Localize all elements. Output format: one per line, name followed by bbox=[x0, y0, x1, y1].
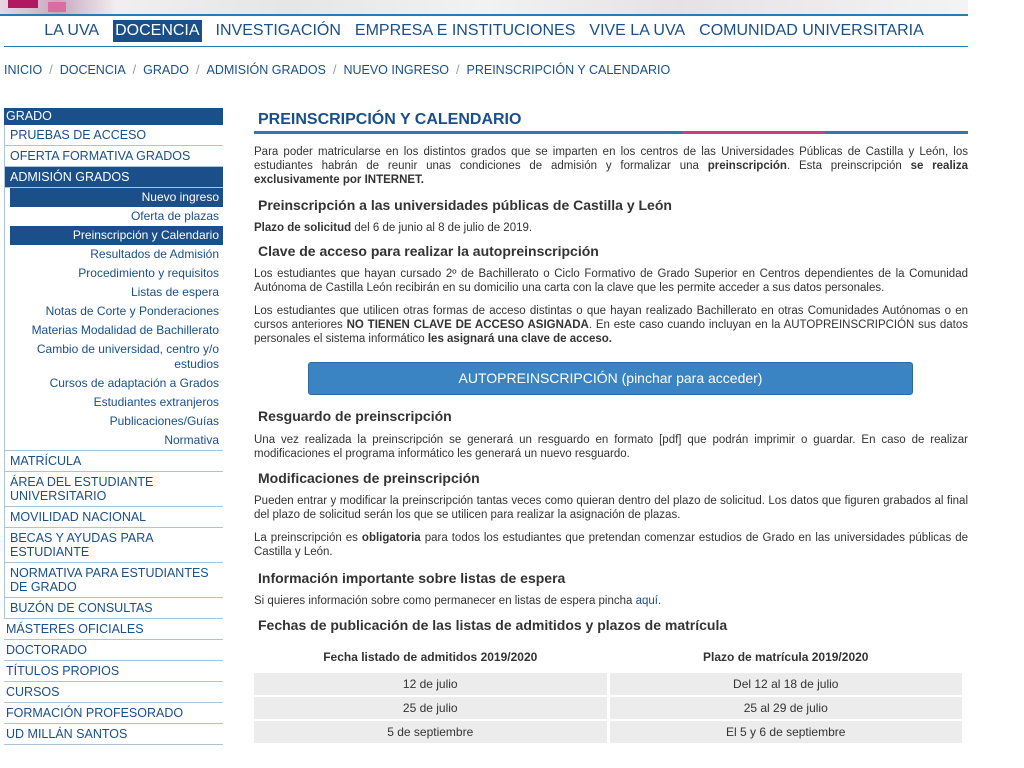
sidebar-subitem-procedimiento[interactable]: Procedimiento y requisitos bbox=[78, 266, 219, 280]
fechas-table bbox=[251, 641, 965, 745]
sidebar-subitem-cursos-adaptacion[interactable]: Cursos de adaptación a Grados bbox=[49, 376, 219, 390]
sidebar-subitem-cambio[interactable]: Cambio de universidad, centro y/o estudios bbox=[36, 342, 219, 371]
nav-item-comunidad[interactable]: COMUNIDAD UNIVERSITARIA bbox=[699, 22, 924, 39]
sidebar-subitem-resultados[interactable]: Resultados de Admisión bbox=[90, 247, 219, 261]
heading-preinscripcion: Preinscripción a las universidades públicas de Castilla y León bbox=[258, 197, 672, 213]
table-cell: 12 de julio bbox=[254, 673, 607, 695]
table-row bbox=[254, 697, 962, 719]
banner-decoration bbox=[48, 2, 66, 12]
breadcrumb-separator: / bbox=[456, 63, 460, 77]
breadcrumb-nuevo-ingreso[interactable]: NUEVO INGRESO bbox=[343, 63, 450, 77]
plazo-paragraph: Plazo de solicitud del 6 de junio al 8 de julio de 2019. bbox=[254, 222, 533, 234]
sidebar-head-grado[interactable]: GRADO bbox=[4, 108, 223, 125]
listas-paragraph: Si quieres información sobre como permanecer en listas de espera pincha aquí. bbox=[254, 595, 662, 607]
heading-fechas: Fechas de publicación de las listas de admitidos y plazos de matrícula bbox=[258, 617, 728, 633]
sidebar-subitem-extranjeros[interactable]: Estudiantes extranjeros bbox=[93, 395, 219, 409]
heading-clave: Clave de acceso para realizar la autopreinscripción bbox=[258, 243, 599, 259]
sidebar-item-matricula[interactable]: MATRÍCULA bbox=[5, 450, 223, 472]
table-header: Plazo de matrícula 2019/2020 bbox=[703, 650, 869, 664]
sidebar-submenu bbox=[5, 188, 223, 450]
sidebar-item-becas[interactable]: BECAS Y AYUDAS PARA ESTUDIANTE bbox=[5, 528, 223, 563]
sidebar-subitem-nuevo-ingreso[interactable]: Nuevo ingreso bbox=[10, 188, 223, 207]
intro-paragraph: Para poder matricularse en los distintos grados que se imparten en los centros de las Universidades Públicas de Castilla y León, los estudiantes habrán de reunir unas condiciones de admisión y formalizar una preinscripción. Esta preinscripción se realiza exclusivamente por INTERNET. bbox=[254, 146, 968, 186]
divider bbox=[0, 14, 968, 16]
table-cell: El 5 y 6 de septiembre bbox=[610, 721, 963, 743]
breadcrumb-separator: / bbox=[332, 63, 337, 77]
nav-item-investigacion[interactable]: INVESTIGACIÓN bbox=[215, 22, 341, 39]
breadcrumb-separator: / bbox=[196, 63, 200, 77]
sidebar-subitem-materias[interactable]: Materias Modalidad de Bachillerato bbox=[31, 323, 219, 337]
breadcrumb-separator: / bbox=[132, 63, 137, 77]
heading-listas: Información importante sobre listas de espera bbox=[258, 570, 566, 586]
sidebar-subitem-publicaciones[interactable]: Publicaciones/Guías bbox=[109, 414, 219, 428]
sidebar-subitem-normativa[interactable]: Normativa bbox=[164, 433, 219, 447]
sidebar-item-admision[interactable]: ADMISIÓN GRADOS bbox=[5, 167, 223, 188]
sidebar-item-pruebas[interactable]: PRUEBAS DE ACCESO bbox=[5, 125, 223, 146]
heading-modificaciones: Modificaciones de preinscripción bbox=[258, 470, 480, 486]
table-cell: Del 12 al 18 de julio bbox=[610, 673, 963, 695]
sidebar-item-doctorado[interactable]: DOCTORADO bbox=[4, 640, 223, 661]
breadcrumb-grado[interactable]: GRADO bbox=[143, 63, 189, 77]
nav-item-vive-la-uva[interactable]: VIVE LA UVA bbox=[589, 22, 686, 39]
sidebar-item-area-estudiante[interactable]: ÁREA DEL ESTUDIANTE UNIVERSITARIO bbox=[5, 472, 223, 507]
breadcrumb-docencia[interactable]: DOCENCIA bbox=[59, 63, 126, 77]
nav-item-docencia[interactable]: DOCENCIA bbox=[113, 20, 201, 42]
sidebar-subitem-listas[interactable]: Listas de espera bbox=[130, 285, 219, 299]
main-content bbox=[254, 108, 968, 745]
table-cell: 5 de septiembre bbox=[254, 721, 607, 743]
title-underline bbox=[254, 131, 968, 134]
sidebar-item-formacion-profesorado[interactable]: FORMACIÓN PROFESORADO bbox=[4, 703, 223, 724]
table-cell: 25 de julio bbox=[254, 697, 607, 719]
nav-item-la-uva[interactable]: LA UVA bbox=[44, 22, 100, 39]
heading-resguardo: Resguardo de preinscripción bbox=[258, 408, 452, 424]
sidebar-subitem-notas[interactable]: Notas de Corte y Ponderaciones bbox=[45, 304, 219, 318]
modificaciones-paragraph-2: La preinscripción es obligatoria para todos los estudiantes que pretendan comenzar estudios de Grado en las universidades públicas de Castilla y León. bbox=[254, 532, 968, 558]
clave-paragraph-1: Los estudiantes que hayan cursado 2º de Bachillerato o Ciclo Formativo de Grado Superior en Centros dependientes de la Comunidad Autónoma de Castilla León recibirán en su domicilio una carta con la clave que les permite acceder a sus datos personales. bbox=[254, 268, 968, 294]
table-cell: 25 al 29 de julio bbox=[610, 697, 963, 719]
sidebar-subitem-preinscripcion[interactable]: Preinscripción y Calendario bbox=[10, 226, 223, 245]
sidebar-item-buzon[interactable]: BUZÓN DE CONSULTAS bbox=[5, 598, 223, 619]
sidebar-item-normativa-estudiantes[interactable]: NORMATIVA PARA ESTUDIANTES DE GRADO bbox=[5, 563, 223, 598]
resguardo-paragraph: Una vez realizada la preinscripción se generará un resguardo en formato [pdf] que podrán imprimir o guardar. En caso de realizar modificaciones el programa informático les generará un nuevo resguardo. bbox=[254, 434, 968, 460]
sidebar-item-oferta[interactable]: OFERTA FORMATIVA GRADOS bbox=[5, 146, 223, 167]
autopreinscripcion-button[interactable]: AUTOPREINSCRIPCIÓN (pinchar para acceder) bbox=[308, 362, 913, 395]
breadcrumb-admision[interactable]: ADMISIÓN GRADOS bbox=[206, 63, 326, 77]
main-nav bbox=[0, 20, 968, 42]
sidebar-item-masteres[interactable]: MÁSTERES OFICIALES bbox=[4, 619, 223, 640]
breadcrumb bbox=[4, 63, 670, 77]
table-row bbox=[254, 673, 962, 695]
sidebar-item-cursos[interactable]: CURSOS bbox=[4, 682, 223, 703]
top-banner bbox=[0, 0, 968, 14]
table-header: Fecha listado de admitidos 2019/2020 bbox=[323, 650, 538, 664]
page-title: PREINSCRIPCIÓN Y CALENDARIO bbox=[258, 111, 522, 128]
listas-link[interactable]: aquí bbox=[635, 595, 659, 607]
banner-decoration bbox=[8, 0, 38, 8]
breadcrumb-separator: / bbox=[49, 63, 53, 77]
sidebar-item-ud-millan-santos[interactable]: UD MILLÁN SANTOS bbox=[4, 724, 223, 745]
sidebar-item-movilidad[interactable]: MOVILIDAD NACIONAL bbox=[5, 507, 223, 528]
clave-paragraph-2: Los estudiantes que utilicen otras formas de acceso distintas o que hayan realizado Bachillerato en otras Comunidades Autónomas o en cursos anteriores NO TIENEN CLAVE DE ACCESO ASIGNADA. En este caso cuando incluyan en la AUTOPREINSCRIPCIÓN sus datos personales el sistema informático les asignará una clave de acceso. bbox=[254, 305, 968, 345]
sidebar-subitem-oferta-plazas[interactable]: Oferta de plazas bbox=[130, 209, 219, 223]
breadcrumb-current[interactable]: PREINSCRIPCIÓN Y CALENDARIO bbox=[466, 63, 671, 77]
nav-item-empresa[interactable]: EMPRESA E INSTITUCIONES bbox=[354, 22, 576, 39]
sidebar-item-titulos-propios[interactable]: TÍTULOS PROPIOS bbox=[4, 661, 223, 682]
divider bbox=[4, 46, 968, 47]
breadcrumb-inicio[interactable]: INICIO bbox=[4, 63, 43, 77]
sidebar bbox=[4, 108, 223, 745]
table-row bbox=[254, 721, 962, 743]
sidebar-list bbox=[4, 125, 223, 619]
modificaciones-paragraph-1: Pueden entrar y modificar la preinscripción tantas veces como quieran dentro del plazo de solicitud. Los datos que figuren grabados al final del plazo de solicitud serán los que se utilicen para realizar la asignación de plazas. bbox=[254, 495, 968, 521]
